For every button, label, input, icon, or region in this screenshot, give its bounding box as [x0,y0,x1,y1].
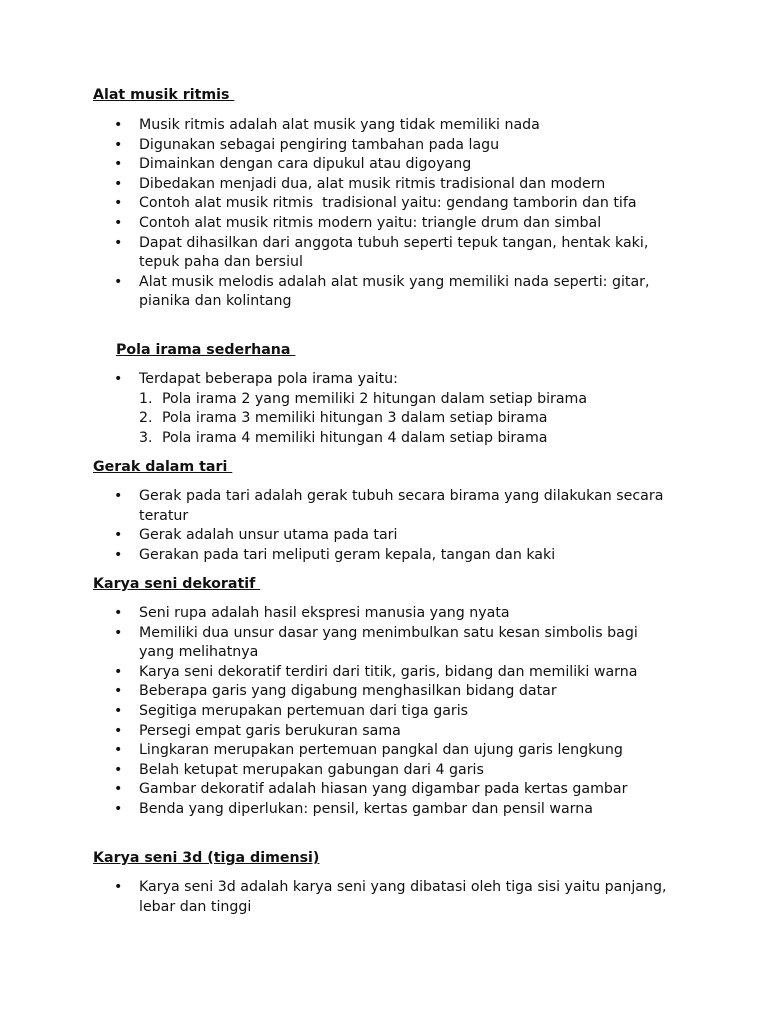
numbered-item: 3. Pola irama 4 memiliki hitungan 4 dalam setiap birama [139,429,548,446]
numbered-item: 1. Pola irama 2 yang memiliki 2 hitungan dalam setiap birama [139,390,588,407]
bullet-icon: • [114,663,123,680]
list-item: • Contoh alat musik ritmis tradisional yaitu: gendang tamborin dan tifa [0,194,669,214]
bullet-list-karya-seni-dekoratif [0,604,768,820]
list-item: • Memiliki dua unsur dasar yang menimbulkan satu kesan simbolis bagi yang melihatnya [114,624,638,661]
heading-pola-irama-sederhana: Pola irama sederhana [116,342,296,358]
bullet-icon: • [114,800,123,817]
heading-karya-seni-3d: Karya seni 3d (tiga dimensi) [93,850,320,866]
bullet-icon: • [114,117,123,133]
list-item: • Benda yang diperlukan: pensil, kertas gambar dan pensil warna [0,800,669,820]
bullet-icon: • [114,175,123,192]
bullet-icon: • [114,527,123,544]
list-item: • Seni rupa adalah hasil ekspresi manusia yang nyata [0,604,669,624]
bullet-icon: • [114,156,123,173]
numbered-list [139,390,669,449]
list-item: • Gerak pada tari adalah gerak tubuh secara birama yang dilakukan secara teratur [114,488,664,524]
bullet-icon: • [114,761,123,778]
heading-karya-seni-dekoratif: Karya seni dekoratif [93,576,261,592]
list-item: • Lingkaran merupakan pertemuan pangkal dan ujung garis lengkung [0,741,669,761]
bullet-icon: • [114,273,123,290]
bullet-icon: • [114,722,123,739]
list-item: • Alat musik melodis adalah alat musik yang memiliki nada seperti: gitar, pianika dan kolintang [114,273,650,310]
bullet-list-pola-irama [0,370,768,448]
list-item: • Contoh alat musik ritmis modern yaitu: triangle drum dan simbal [0,214,669,234]
list-item: • Beberapa garis yang digabung menghasilkan bidang datar [0,682,669,702]
list-item: • Dapat dihasilkan dari anggota tubuh seperti tepuk tangan, hentak kaki, tepuk paha dan bersiul [114,234,649,271]
bullet-icon: • [114,742,123,759]
list-item: • Musik ritmis adalah alat musik yang tidak memiliki nada [0,116,669,136]
list-item: • Segitiga merupakan pertemuan dari tiga garis [0,702,669,722]
list-item: • Gambar dekoratif adalah hiasan yang digambar pada kertas gambar [0,780,669,800]
bullet-icon: • [114,195,123,212]
bullet-icon: • [114,683,123,700]
bullet-icon: • [114,781,123,798]
bullet-icon: • [114,879,123,895]
list-item: • Karya seni 3d adalah karya seni yang dibatasi oleh tiga sisi yaitu panjang, lebar dan tinggi [114,879,667,915]
bullet-list-alat-musik-ritmis [0,116,768,312]
bullet-icon: • [114,624,123,641]
bullet-icon: • [114,546,123,563]
list-item: • Gerakan pada tari meliputi geram kepala, tangan dan kaki [0,546,669,566]
list-item: • Dimainkan dengan cara dipukul atau digoyang [0,155,669,175]
list-item: • Gerak adalah unsur utama pada tari [0,526,669,546]
list-item: • Belah ketupat merupakan gabungan dari 4 garis [0,761,669,781]
list-item: • Dibedakan menjadi dua, alat musik ritmis tradisional dan modern [0,175,669,195]
bullet-icon: • [114,605,123,621]
bullet-icon: • [114,136,123,153]
list-item: • Karya seni dekoratif terdiri dari titik, garis, bidang dan memiliki warna [0,663,669,683]
bullet-list-gerak-dalam-tari [0,487,768,565]
heading-gerak-dalam-tari: Gerak dalam tari [93,459,233,475]
heading-alat-musik-ritmis: Alat musik ritmis [93,87,235,103]
list-item: • Persegi empat garis berukuran sama [0,722,669,742]
bullet-icon: • [114,214,123,231]
bullet-icon: • [114,702,123,719]
numbered-item: 2. Pola irama 3 memiliki hitungan 3 dalam setiap birama [139,410,548,427]
bullet-icon: • [114,371,123,387]
bullet-icon: • [114,488,123,504]
list-item: • Digunakan sebagai pengiring tambahan pada lagu [0,136,669,156]
bullet-list-karya-seni-3d [0,878,768,917]
list-item: • Terdapat beberapa pola irama yaitu: 1. Pola irama 2 yang memiliki 2 hitungan dalam setiap birama 2. Pola irama 3 memiliki hitungan 3 dalam setiap birama 3. Pola irama 4 memiliki hitungan 4 dalam setiap birama [0,370,669,448]
bullet-icon: • [114,234,123,251]
